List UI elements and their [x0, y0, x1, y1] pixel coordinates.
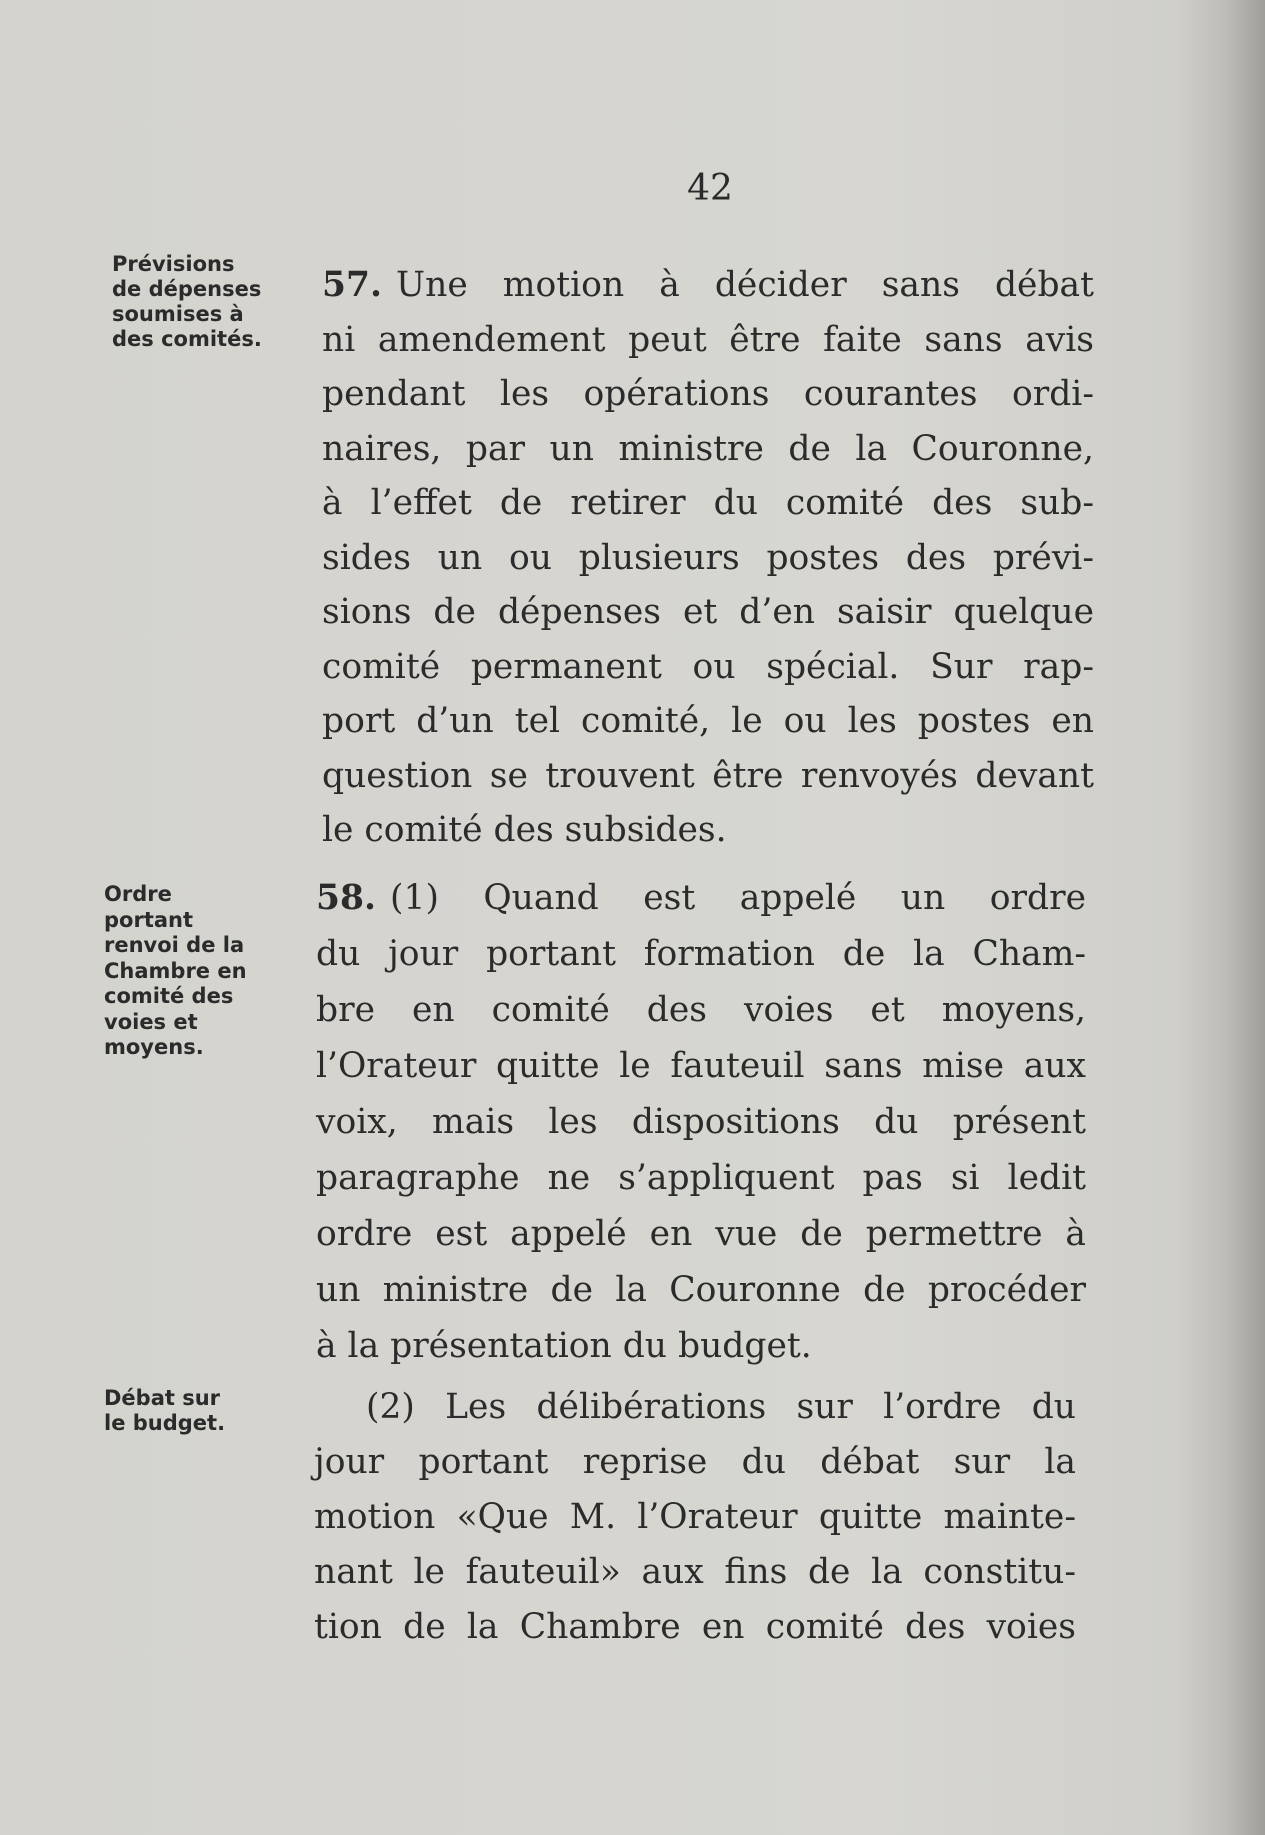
- margin-note-line: le budget.: [104, 1411, 226, 1435]
- text-line: à la présentation du budget.: [316, 1326, 812, 1366]
- margin-note-budget-debate: [104, 1386, 225, 1436]
- text-line: un ministre de la Couronne de procéder: [316, 1270, 1086, 1310]
- paragraph-58-2: [314, 1380, 1076, 1655]
- text-line: nant le fauteuil» aux fins de la constitu-: [314, 1552, 1076, 1592]
- text-line: motion «Que M. l’Orateur quitte mainte-: [314, 1497, 1076, 1537]
- text-line: port d’un tel comité, le ou les postes en: [322, 701, 1094, 741]
- text-line: 58. (1) Quand est appelé un ordre: [316, 878, 1086, 918]
- text-line: ordre est appelé en vue de permettre à: [316, 1214, 1086, 1254]
- margin-note-line: des comités.: [112, 327, 262, 351]
- margin-note-line: portant: [104, 907, 194, 932]
- page-number: 42: [687, 168, 733, 209]
- text-line: l’Orateur quitte le fauteuil sans mise aux: [316, 1046, 1086, 1086]
- text-line: sions de dépenses et d’en saisir quelque: [322, 592, 1094, 632]
- margin-note-line: Ordre: [104, 882, 172, 906]
- text-line: le comité des subsides.: [322, 810, 727, 850]
- margin-note-line: voies et: [104, 1009, 198, 1034]
- margin-note-line: moyens.: [104, 1035, 204, 1059]
- text-line: naires, par un ministre de la Couronne,: [322, 428, 1094, 469]
- paragraph-number: 57.: [322, 265, 383, 305]
- text-line: pendant les opérations courantes ordi-: [322, 374, 1094, 414]
- margin-note-line: Chambre en: [104, 958, 247, 983]
- text-line: ni amendement peut être faite sans avis: [322, 319, 1094, 360]
- text-line: jour portant reprise du débat sur la: [314, 1442, 1076, 1482]
- margin-note-line: comité des: [104, 984, 234, 1008]
- text-line: à l’effet de retirer du comité des sub-: [322, 483, 1094, 523]
- margin-note-line: Prévisions: [112, 252, 235, 276]
- text-line: tion de la Chambre en comité des voies: [314, 1607, 1076, 1647]
- margin-note-budget-estimates: [112, 252, 262, 352]
- text-line: bre en comité des voies et moyens,: [316, 990, 1086, 1030]
- text-line: question se trouvent être renvoyés devant: [322, 755, 1094, 796]
- text-line: du jour portant formation de la Cham-: [316, 934, 1086, 974]
- margin-note-line: renvoi de la: [104, 933, 245, 957]
- text-line: 57. Une motion à décider sans débat: [322, 265, 1094, 305]
- text-line: paragraphe ne s’appliquent pas si ledit: [316, 1158, 1086, 1198]
- paragraph-57: [322, 258, 1094, 858]
- margin-note-ways-and-means: [104, 882, 247, 1061]
- paragraph-number: 58.: [316, 878, 377, 918]
- text-line: (2) Les délibérations sur l’ordre du: [366, 1387, 1076, 1427]
- paragraph-58-1: [316, 870, 1086, 1374]
- margin-note-line: soumises à: [112, 302, 244, 326]
- margin-note-line: Débat sur: [104, 1386, 221, 1410]
- text-line: sides un ou plusieurs postes des prévi-: [322, 537, 1094, 578]
- text-line: comité permanent ou spécial. Sur rap-: [322, 646, 1094, 687]
- text-line: voix, mais les dispositions du présent: [316, 1102, 1086, 1142]
- margin-note-line: de dépenses: [112, 277, 262, 301]
